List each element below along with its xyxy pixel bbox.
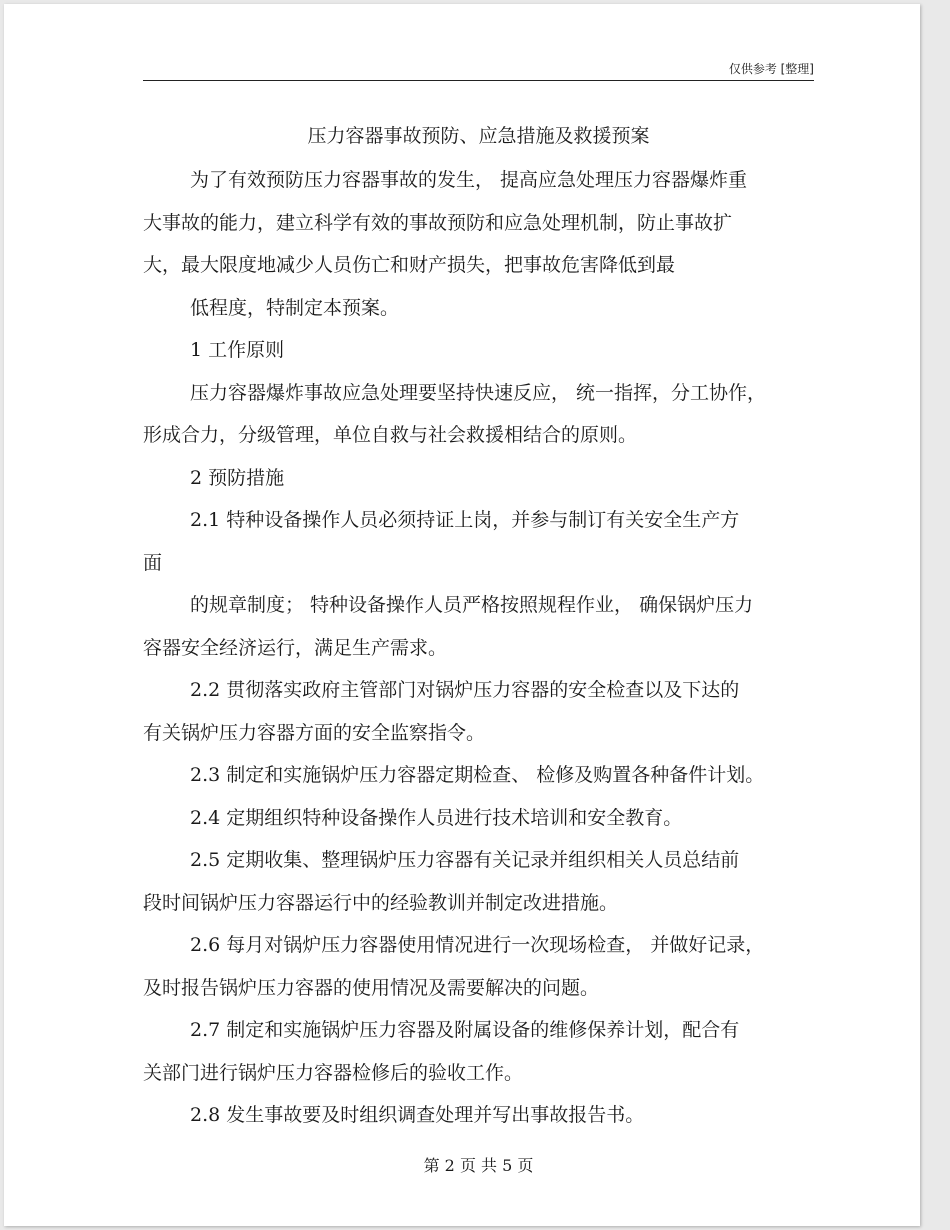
body-line: 关部门进行锅炉压力容器检修后的验收工作。 xyxy=(143,1062,524,1084)
body-line: 有关锅炉压力容器方面的安全监察指令。 xyxy=(143,722,486,744)
body-line: 的规章制度； 特种设备操作人员严格按照规程作业， 确保锅炉压力 xyxy=(190,594,754,616)
header-rule xyxy=(143,80,814,81)
body-line: 大事故的能力，建立科学有效的事故预防和应急处理机制，防止事故扩 xyxy=(143,212,733,234)
body-line: 2.2 贯彻落实政府主管部门对锅炉压力容器的安全检查以及下达的 xyxy=(190,679,740,701)
body-line: 形成合力，分级管理，单位自救与社会救援相结合的原则。 xyxy=(143,424,638,446)
body-line: 大，最大限度地减少人员伤亡和财产损失，把事故危害降低到最 xyxy=(143,254,676,276)
document-title: 压力容器事故预防、应急措施及救援预案 xyxy=(307,125,650,147)
body-line: 2.7 制定和实施锅炉压力容器及附属设备的维修保养计划，配合有 xyxy=(190,1019,740,1041)
body-line: 2.3 制定和实施锅炉压力容器定期检查、 检修及购置各种备件计划。 xyxy=(190,764,765,786)
body-line: 压力容器爆炸事故应急处理要坚持快速反应， 统一指挥，分工协作， xyxy=(190,382,767,404)
page-footer: 第 2 页 共 5 页 xyxy=(423,1156,534,1175)
body-line: 2.1 特种设备操作人员必须持证上岗，并参与制订有关安全生产方 xyxy=(190,509,740,531)
document-page xyxy=(4,4,920,1226)
page-header: 仅供参考 [整理] xyxy=(728,62,814,76)
section-heading: 1 工作原则 xyxy=(190,339,285,361)
section-heading: 2 预防措施 xyxy=(190,467,285,489)
body-line: 2.4 定期组织特种设备操作人员进行技术培训和安全教育。 xyxy=(190,807,683,829)
body-line: 2.8 发生事故要及时组织调查处理并写出事故报告书。 xyxy=(190,1104,645,1126)
body-line: 为了有效预防压力容器事故的发生， 提高应急处理压力容器爆炸重 xyxy=(190,169,748,191)
body-line: 2.6 每月对锅炉压力容器使用情况进行一次现场检查， 并做好记录， xyxy=(190,934,765,956)
body-line: 容器安全经济运行，满足生产需求。 xyxy=(143,637,448,659)
body-line: 段时间锅炉压力容器运行中的经验教训并制定改进措施。 xyxy=(143,892,619,914)
body-line: 面 xyxy=(143,552,163,574)
body-line: 及时报告锅炉压力容器的使用情况及需要解决的问题。 xyxy=(143,977,600,999)
body-line: 低程度，特制定本预案。 xyxy=(190,297,400,319)
body-line: 2.5 定期收集、整理锅炉压力容器有关记录并组织相关人员总结前 xyxy=(190,849,740,871)
